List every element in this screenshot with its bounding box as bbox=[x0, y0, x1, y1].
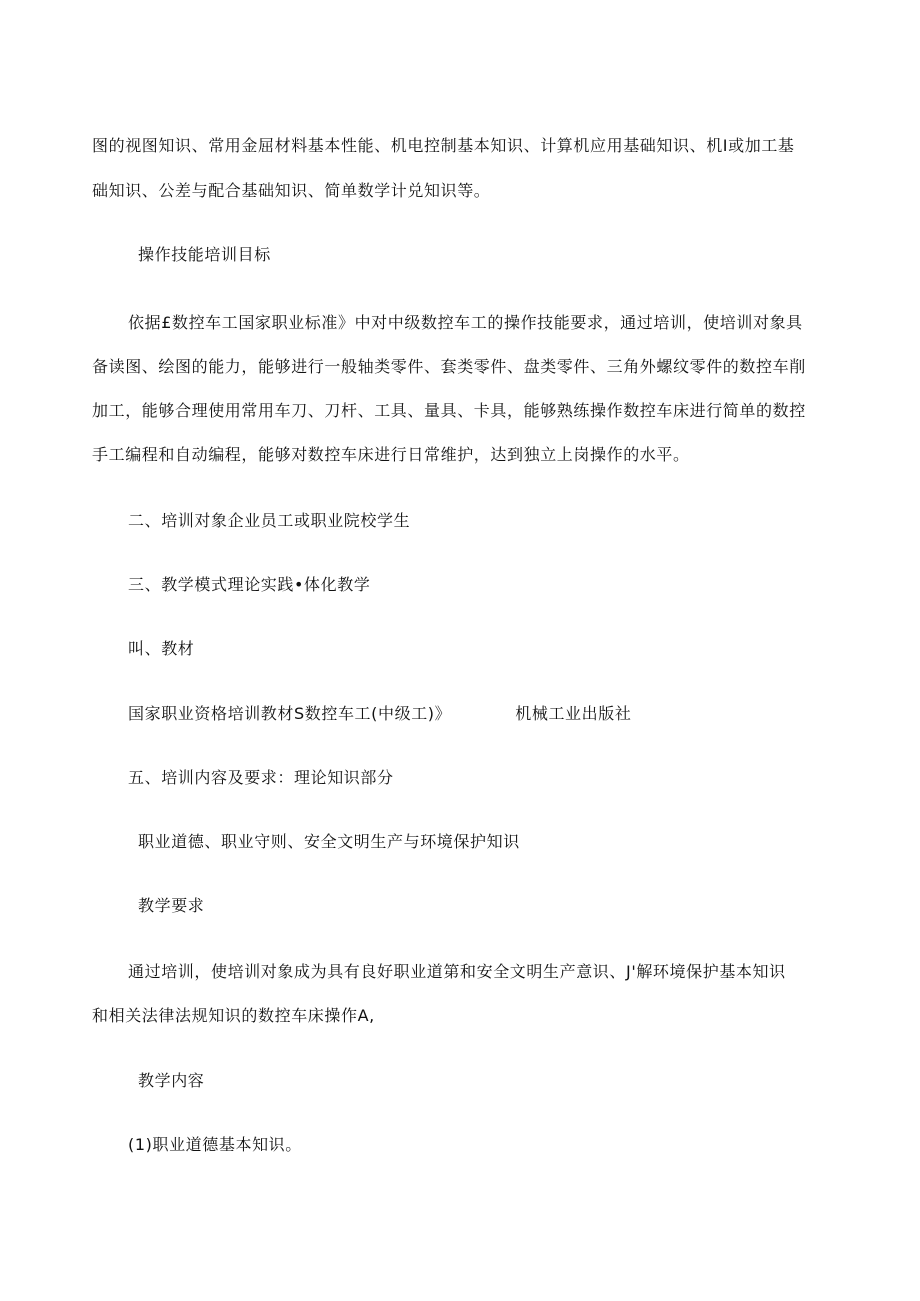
teaching-requirements-heading: 教学要求 bbox=[138, 896, 205, 915]
skill-goal-paragraph-line-1: 依据£数控车工国家职业标准》中对中级数控车工的操作技能要求，通过培训，使培训对象具 bbox=[128, 313, 803, 332]
section-5-heading: 五、培训内容及要求：理论知识部分 bbox=[128, 768, 394, 787]
skill-goal-paragraph-line-4: 手工编程和自动编程，能够对数控车床进行日常维护，达到独立上岗操作的水平。 bbox=[92, 445, 690, 464]
section-2-heading: 二、培训对象企业员工或职业院校学生 bbox=[128, 511, 411, 530]
skill-goal-heading: 操作技能培训目标 bbox=[138, 245, 271, 264]
intro-paragraph-line-2: 础知识、公差与配合基础知识、简单数学计兑知识等。 bbox=[92, 181, 491, 200]
intro-paragraph-line-1: 图的视图知识、常用金屈材料基本性能、机电控制基本知识、计算机应用基础知识、机I或加工基 bbox=[92, 136, 795, 155]
ethics-heading: 职业道德、职业守则、安全文明生产与环境保护知识 bbox=[138, 832, 520, 851]
section-3-heading: 三、教学模式理论实践•体化教学 bbox=[128, 575, 371, 594]
teaching-requirements-line-2: 和相关法律法规知识的数控车床操作A, bbox=[92, 1006, 375, 1025]
section-4-heading: 叫、教材 bbox=[128, 639, 195, 658]
teaching-content-heading: 教学内容 bbox=[138, 1071, 205, 1090]
content-item-1: (1)职业道德基本知识。 bbox=[128, 1135, 302, 1154]
textbook-title: 国家职业资格培训教材S数控车工(中级工)》 bbox=[128, 704, 452, 723]
teaching-requirements-line-1: 通过培训，使培训对象成为具有良好职业道第和安全文明生产意识、J'解环境保护基本知识 bbox=[128, 962, 786, 981]
textbook-line bbox=[128, 704, 631, 724]
skill-goal-paragraph-line-3: 加工，能够合理使用常用车刀、刀杆、工具、量具、卡具，能够熟练操作数控车床进行简单的数控 bbox=[92, 401, 806, 420]
textbook-publisher: 机械工业出版社 bbox=[515, 704, 632, 723]
skill-goal-paragraph-line-2: 备读图、绘图的能力，能够进行一般轴类零件、套类零件、盘类零件、三角外螺纹零件的数控车削 bbox=[92, 357, 806, 376]
